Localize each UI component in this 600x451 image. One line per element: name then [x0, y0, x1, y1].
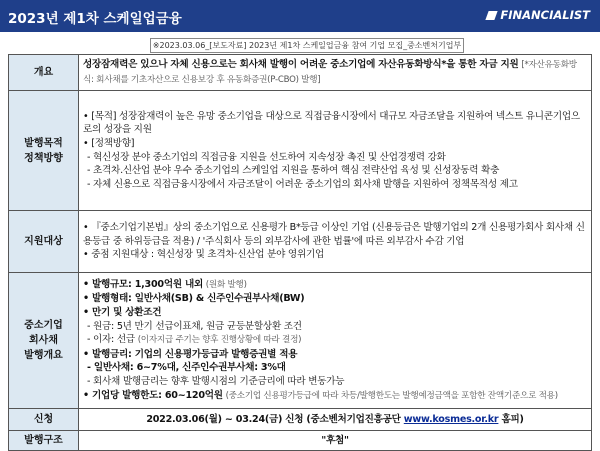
row-overview: [9, 55, 592, 91]
kosmes-link[interactable]: www.kosmes.or.kr: [403, 413, 499, 425]
purpose-sub-3: - 자체 신용으로 직접금융시장에서 자금조달이 어려운 중소기업의 회사채 발행을 지원하여 정책목적성 제고: [87, 178, 518, 190]
bond-interest: [83, 333, 587, 348]
source-note: ※2023.03.06_[보도자료] 2023년 제1차 스케일업금융 참여 기업 모집_중소벤처기업부: [150, 38, 464, 53]
page-title: 2023년 제1차 스케일업금융: [8, 11, 182, 27]
brand-name: FINANCIALIST: [500, 8, 590, 22]
content-bond: [79, 273, 592, 409]
overview-note: [*자산유동화방식: 회사채를 기초자산으로 신용보강 후 유동화증권(P-CBO) 발행]: [83, 59, 577, 85]
bond-limit-note: (중소기업 신용평가등급에 따라 차등/발행한도는 발행예정금액을 포함한 잔액기준으로 적용): [225, 390, 558, 401]
label-purpose-1: 발행목적: [24, 137, 63, 149]
bond-interest-main: - 이자: 선급: [87, 334, 135, 346]
bond-limit-main: • 기업당 발행한도: 60~120억원: [83, 389, 223, 401]
content-structure: "후첨": [79, 431, 592, 451]
info-table: [8, 54, 592, 451]
content-target: [79, 211, 592, 273]
purpose-sub-1: - 혁신성장 분야 중소기업의 직접금융 지원을 선도하여 지속성장 촉진 및 산업경쟁력 강화: [87, 151, 446, 163]
label-target: 지원대상: [9, 211, 79, 273]
row-structure: [9, 431, 592, 451]
content-purpose: [79, 91, 592, 211]
target-item-2: • 중점 지원대상 : 혁신성장 및 초격차·신산업 분야 영위기업: [83, 249, 324, 261]
row-purpose: [9, 91, 592, 211]
label-overview: 개요: [9, 55, 79, 91]
row-apply: [9, 409, 592, 431]
bond-scale-note: (원화 발행): [205, 279, 247, 290]
brand-mark-icon: [486, 11, 498, 20]
brand-logo: [487, 8, 590, 22]
apply-suffix: 홈피): [501, 413, 524, 425]
label-structure: 발행구조: [9, 431, 79, 451]
purpose-item-goal: • [목적] 성장잠재력이 높은 유망 중소기업을 대상으로 직접금융시장에서 대규모 자금조달을 지원하여 넥스트 유니콘기업으로의 성장을 지원: [83, 110, 580, 136]
label-bond: [9, 273, 79, 409]
bond-rate-sb: - 일반사채: 6~7%대, 신주인수권부사채: 3%대: [87, 362, 286, 374]
bond-type: • 발행형태: 일반사채(SB) & 신주인수권부사채(BW): [83, 293, 305, 305]
bond-scale-main: • 발행규모: 1,300억원 내외: [83, 278, 203, 290]
bond-rate-note: - 회사채 발행금리는 향후 발행시점의 기준금리에 따라 변동가능: [87, 375, 345, 387]
bond-principal: - 원금: 5년 만기 선급이표채, 원금 균등분할상환 조건: [87, 320, 302, 332]
overview-text: 성장잠재력은 있으나 자체 신용으로는 회사채 발행이 어려운 중소기업에 자산유동화방식*을 통한 자금 지원: [83, 58, 519, 70]
purpose-sub-2: - 초격차.신산업 분야 우수 중소기업의 스케일업 지원을 통하여 핵심 전략산업 육성 및 신성장동력 확충: [87, 165, 500, 177]
label-purpose-2: 정책방향: [24, 152, 63, 164]
row-target: [9, 211, 592, 273]
target-item-1: • 『중소기업기본법』상의 중소기업으로 신용평가 B*등급 이상인 기업 (신용등급은 발행기업의 2개 신용평가회사 회사채 신용등급 중 하위등급을 적용) / '주식회사 등의 외부감사에 관한 법률'에 따른 외부감사 수감 기업: [83, 222, 585, 247]
label-purpose: [9, 91, 79, 211]
content-overview: [79, 55, 592, 91]
bond-maturity: • 만기 및 상환조건: [83, 307, 162, 319]
content-apply: [79, 409, 592, 431]
bond-interest-note: (이자지급 주기는 향후 진행상황에 따라 결정): [137, 335, 302, 346]
bond-rate: • 발행금리: 기업의 신용평가등급과 발행증권별 적용: [83, 348, 298, 360]
label-bond-3: 발행개요: [24, 350, 63, 361]
label-bond-2: 회사채: [29, 335, 58, 346]
header-bar: [0, 0, 600, 32]
purpose-item-policy: • [정책방향]: [83, 137, 135, 149]
apply-text: 2022.03.06(월) ~ 03.24(금) 신청 (중소벤처기업진흥공단: [146, 413, 401, 425]
bond-scale: [83, 278, 587, 293]
bond-limit: [83, 389, 587, 404]
label-apply: 신청: [9, 409, 79, 431]
label-bond-1: 중소기업: [24, 320, 63, 331]
row-bond: [9, 273, 592, 409]
